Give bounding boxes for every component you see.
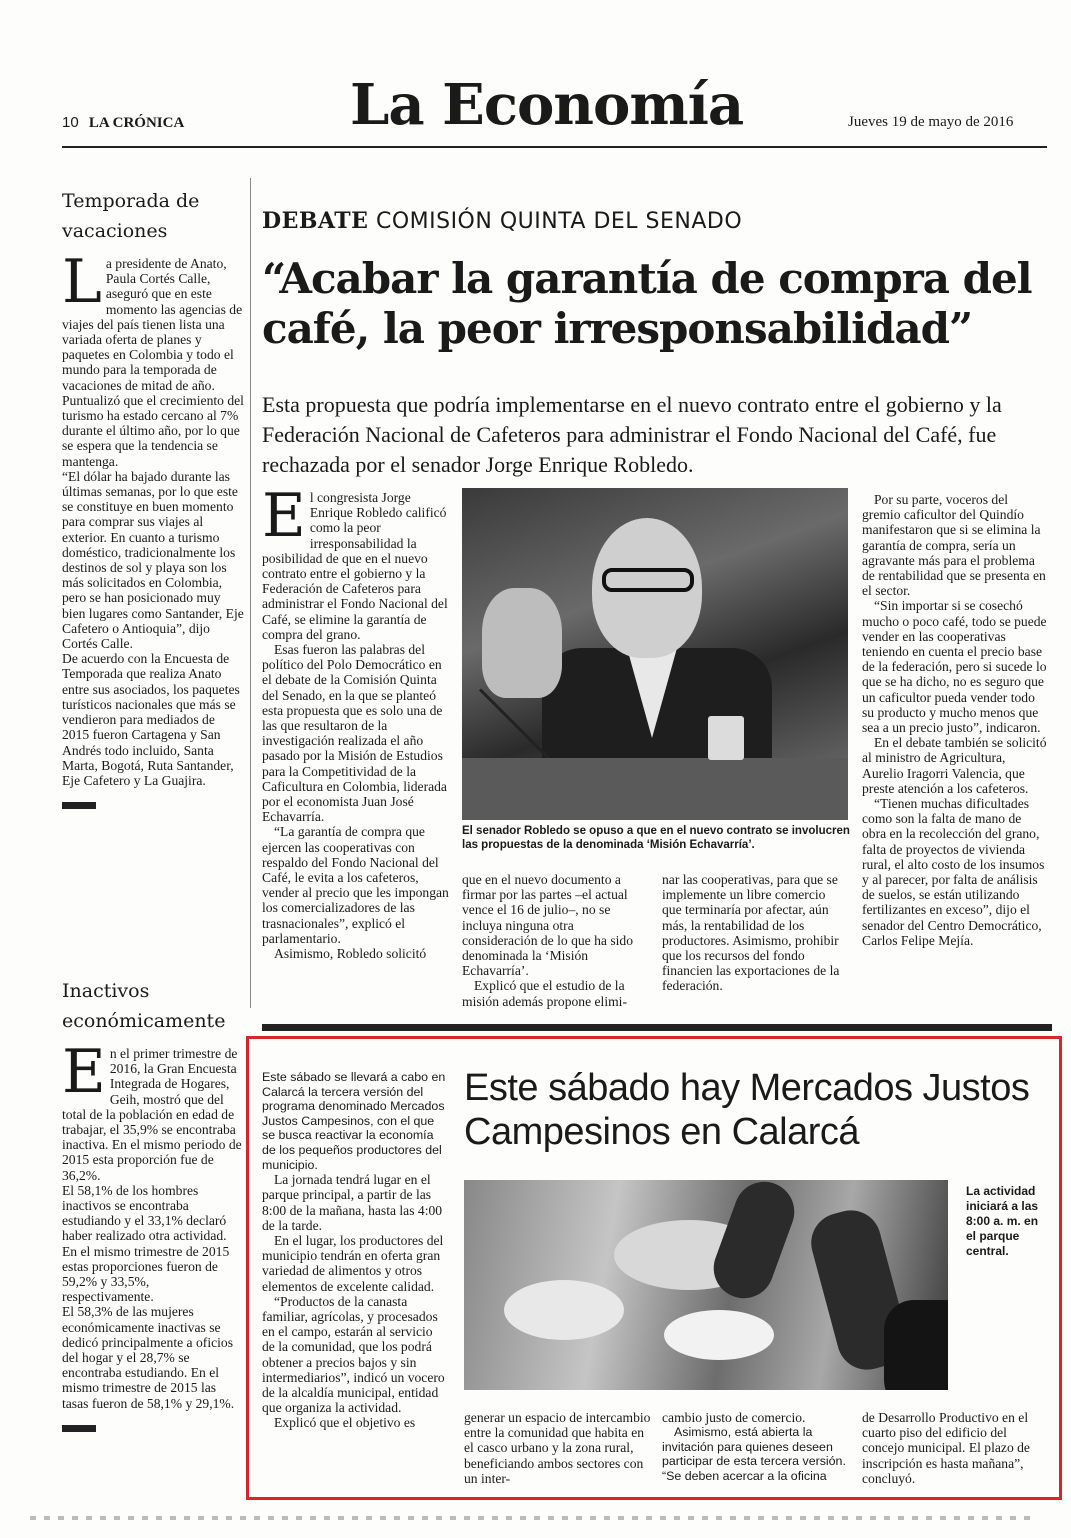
paragraph: cambio justo de comercio. xyxy=(662,1410,806,1425)
end-bar xyxy=(62,802,96,809)
paragraph: nar las cooperativas, para que se implemente un libre comercio que terminaría por afectar, aún más, la rentabilidad de los productores. Asimismo, prohibir que los recursos del fondo financien las exportaciones de la federación. xyxy=(662,872,840,994)
sidebar-story-inactivos xyxy=(62,976,244,1432)
main-col-4 xyxy=(862,492,1048,948)
paragraph: Asimismo, está abierta la invitación para quienes deseen participar de esta tercera versión. “Se deben acercar a la oficina xyxy=(662,1425,846,1483)
paragraph: Asimismo, Robledo solicitó xyxy=(274,946,427,962)
dropcap: E xyxy=(262,481,306,551)
section-title: La Economía xyxy=(350,72,744,138)
issue-date: Jueves 19 de mayo de 2016 xyxy=(848,114,1014,130)
box-col-4 xyxy=(862,1410,1048,1486)
market-caption: La actividad iniciará a las 8:00 a. m. en el parque central. xyxy=(966,1184,1039,1258)
paragraph: Esas fueron las palabras del político del Polo Democrático en el debate de la Comisión Quinta del Senado, en la que se planteó esta propuesta que es solo una de las que resultaron de la investigación realizada el año pasado por la Misión de Estudios para la Competitividad de la Caficultura en Colombia, liderada por el economista Juan José Echavarría. xyxy=(262,642,447,825)
story-kicker xyxy=(262,208,742,234)
paragraph: “La garantía de compra que ejercen las cooperativas con respaldo del Fondo Nacional del Café, le evita a los cafeteros, vender al precio que les impongan los comercializadores de las trasnacionales”, explicó el parlamentario. xyxy=(262,824,449,946)
paragraph: que en el nuevo documento a firmar por las partes –el actual vence el 16 de julio–, no se incluya ninguna otra consideración de lo que ha sido denominada la ‘Misión Echavarría’. xyxy=(462,872,634,979)
section-divider xyxy=(262,1024,1052,1031)
main-deck: Esta propuesta que podría implementarse en el nuevo contrato entre el gobierno y la Federación Nacional de Cafeteros para administrar el Fondo Nacional del Café, fue rechazada por el senador Jorge Enrique Robledo. xyxy=(262,392,1002,477)
paragraph: Puntualizó que el crecimiento del turismo ha estado cercano al 7% durante el último año, por lo que se espera que la tendencia se mantenga. xyxy=(62,392,244,469)
paragraph: En el debate también se solicitó al ministro de Agricultura, Aurelio Iragorri Valencia, que preste atención a los cafeteros. xyxy=(862,735,1047,796)
sidebar-heading-vacaciones: Temporada de vacaciones xyxy=(62,190,200,242)
paragraph: El 58,3% de las mujeres económicamente inactivas se dedicó principalmente a oficios del hogar y el 28,7% se encontraba estudiando. En el mismo trimestre de 2015 las tasas fueron de 58,1% y 29,1%. xyxy=(62,1304,235,1411)
kicker-rest: COMISIÓN QUINTA DEL SENADO xyxy=(375,209,743,234)
box-col-3 xyxy=(662,1410,848,1484)
paragraph: En el lugar, los productores del municipio tendrán en oferta gran variedad de alimentos y otros elementos de excelente calidad. xyxy=(262,1232,444,1294)
market-photo xyxy=(464,1180,948,1390)
senator-photo xyxy=(462,488,848,820)
paragraph: n el primer trimestre de 2016, la Gran Encuesta Integrada de Hogares, Geih, mostró que del total de la población en edad de trabajar, el 35,9% se encontraba inactiva. En el mismo periodo de 2015 esta proporción fue de 36,2%. xyxy=(62,1046,242,1183)
paragraph: “Sin importar si se cosechó mucho o poco café, todo se puede vender en las cooperativas teniendo en cuenta el precio base de la federación, pero si sucede lo que se ha dicho, no es seguro que un caficultor pueda vender todo su producto y mucho menos que sea a un precio justo”, indicaron. xyxy=(862,598,1047,736)
photo-caption: El senador Robledo se opuso a que en el nuevo contrato se involucren las propuestas de la denominada ‘Misión Echavarría’. xyxy=(462,825,850,851)
paragraph: de Desarrollo Productivo en el cuarto piso del edificio del concejo municipal. El plazo de inscripción es hasta mañana”, concluyó. xyxy=(862,1410,1030,1486)
paragraph: “Productos de la canasta familiar, agrícolas, y procesados en el campo, estarán al servicio de la comunidad, que los podrá obtener a precios bajos y sin intermediarios”, indicó un vocero de la alcaldía municipal, entidad que organiza la actividad. xyxy=(262,1293,445,1416)
dropcap: L xyxy=(62,247,102,317)
newspaper-brand: LA CRÓNICA xyxy=(88,115,185,131)
paragraph: Explicó que el estudio de la misión además propone elimi- xyxy=(462,978,627,1009)
sidebar-story-vacaciones xyxy=(62,186,244,809)
paragraph: “El dólar ha bajado durante las últimas semanas, por lo que este se constituye en buen momento para comprar sus viajes al exterior. En cuanto a turismo doméstico, tradicionalmente los destinos de sol y playa son los más solicitados en Colombia, pero se han posicionado muy bien lugares como Santander, Eje Cafetero o Antioquia”, dijo Cortés Calle. xyxy=(62,468,244,652)
dropcap: E xyxy=(62,1037,106,1107)
scan-artifact xyxy=(30,1516,1030,1520)
main-col-3 xyxy=(662,872,848,994)
main-headline: “Acabar la garantía de compra del café, la peor irresponsabilidad” xyxy=(262,254,1032,353)
paragraph: l congresista Jorge Enrique Robledo calificó como la peor irresponsabilidad la posibilidad de que en el nuevo contrato entre el gobierno y la Federación de Cafeteros para administrar el Fondo Nacional del Café, se elimine la garantía de compra del grano. xyxy=(262,490,448,642)
masthead-left xyxy=(62,114,184,132)
page-number: 10 xyxy=(62,114,79,131)
paragraph: El 58,1% de los hombres inactivos se encontraba estudiando y el 33,1% declaró haber realizado otra actividad. En el mismo trimestre de 2015 estas proporciones fueron de 59,2% y 33,5%, respectivamente. xyxy=(62,1182,230,1305)
masthead-rule xyxy=(62,146,1047,148)
main-col-2 xyxy=(462,872,650,1009)
box-col-2 xyxy=(464,1410,652,1486)
paragraph: Explicó que el objetivo es xyxy=(274,1415,416,1431)
box-headline: Este sábado hay Mercados Justos Campesinos en Calarcá xyxy=(464,1067,1030,1153)
end-bar xyxy=(62,1425,96,1432)
paragraph: a presidente de Anato, Paula Cortés Calle, aseguró que en este momento las agencias de viajes del país tienen lista una variada oferta de planes y paquetes en Colombia y todo el mundo para la temporada de vacaciones de mitad de año. xyxy=(62,256,243,393)
box-col-1 xyxy=(262,1070,448,1431)
paragraph: Este sábado se llevará a cabo en Calarcá la tercera versión del programa denominado Mercados Justos Campesinos, con el que se busca reactivar la economía de los pequeños productores del municipio. xyxy=(262,1070,446,1172)
column-rule xyxy=(250,178,251,1008)
main-col-1 xyxy=(262,481,450,962)
paragraph: De acuerdo con la Encuesta de Temporada que realiza Anato entre sus asociados, los paquetes turísticos nacionales que más se vendieron para mediados de 2015 fueron Cartagena y San Andrés todo incluido, Santa Marta, Bogotá, Ruta Santander, Eje Cafetero y La Guajira. xyxy=(62,651,240,788)
sidebar-heading-inactivos: Inactivos económicamente xyxy=(62,980,226,1032)
paragraph: La jornada tendrá lugar en el parque principal, a partir de las 8:00 de la mañana, hasta las 4:00 de la tarde. xyxy=(262,1172,443,1233)
paragraph: Por su parte, voceros del gremio caficultor del Quindío manifestaron que si se elimina la garantía de compra, sería un agravante más para el problema de rentabilidad que se presenta en el sector. xyxy=(862,492,1046,599)
kicker-bold: DEBATE xyxy=(262,208,369,234)
paragraph: generar un espacio de intercambio entre la comunidad que habita en el casco urbano y la zona rural, beneficiando ambos sectores con un inter- xyxy=(464,1410,651,1486)
paragraph: “Tienen muchas dificultades como son la falta de mano de obra en la recolección del grano, falta de proyectos de vivienda rural, el alto costo de los insumos y al parecer, por falta de análisis de suelos, se están utilizando fertilizantes en exceso”, dijo el senador del Centro Democrático, Carlos Felipe Mejía. xyxy=(862,796,1045,948)
